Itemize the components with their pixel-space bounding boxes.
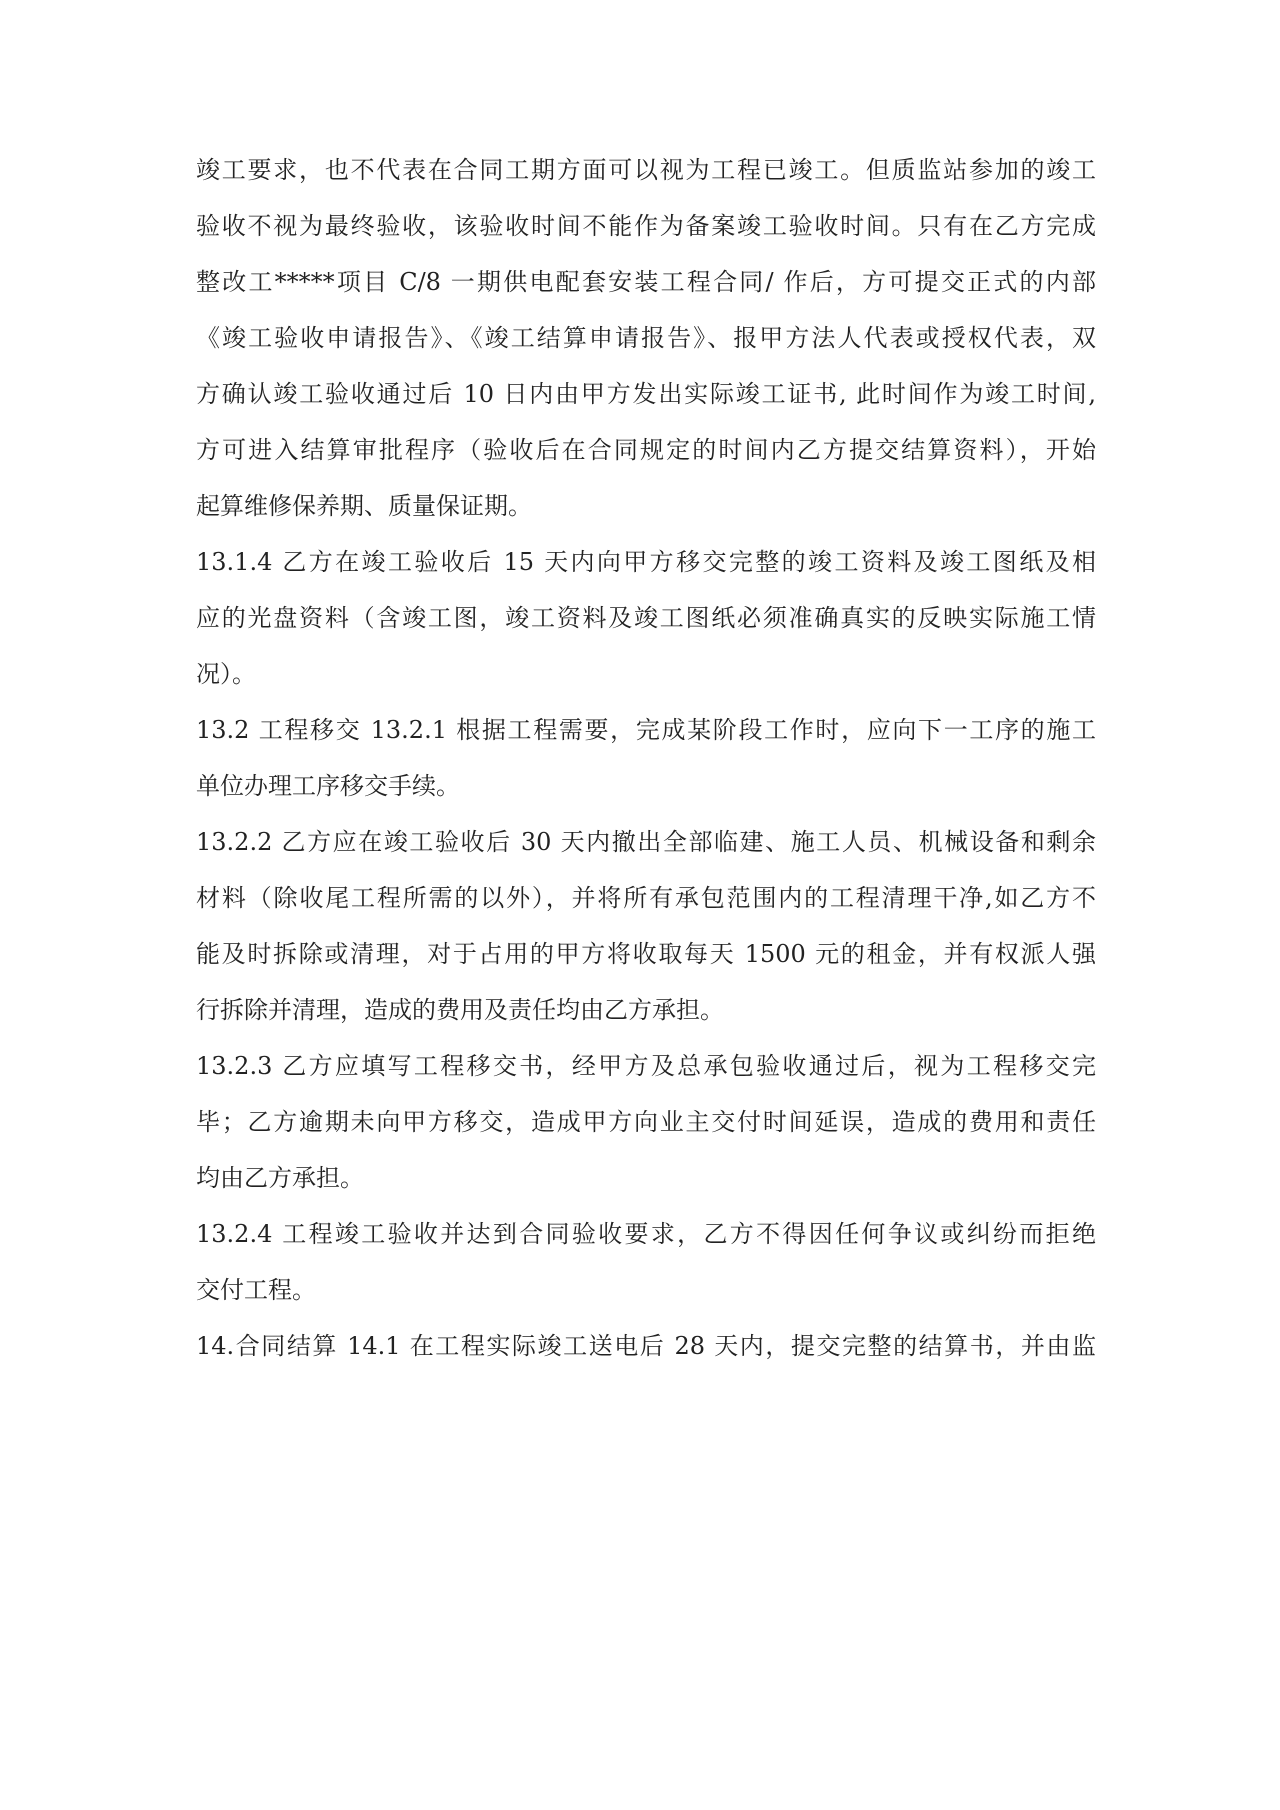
text-line: 况）。 [196,660,256,688]
text-line: 竣工要求，也不代表在合同工期方面可以视为工程已竣工。但质监站参加的竣工 [196,156,1096,184]
text-line: 单位办理工序移交手续。 [196,772,460,800]
text-line: 起算维修保养期、质量保证期。 [196,492,532,520]
text-line: 13.2.3 乙方应填写工程移交书，经甲方及总承包验收通过后，视为工程移交完 [196,1052,1096,1080]
text-line: 材料（除收尾工程所需的以外），并将所有承包范围内的工程清理干净,如乙方不 [196,884,1096,912]
text-line: 13.2.2 乙方应在竣工验收后 30 天内撤出全部临建、施工人员、机械设备和剩余 [196,828,1096,856]
text-line: 应的光盘资料（含竣工图，竣工资料及竣工图纸必须准确真实的反映实际施工情 [196,604,1096,632]
text-line: 能及时拆除或清理，对于占用的甲方将收取每天 1500 元的租金，并有权派人强 [196,940,1096,968]
text-line: 方可进入结算审批程序（验收后在合同规定的时间内乙方提交结算资料），开始 [196,436,1096,464]
text-line: 毕；乙方逾期未向甲方移交，造成甲方向业主交付时间延误，造成的费用和责任 [196,1108,1096,1136]
text-line: 13.1.4 乙方在竣工验收后 15 天内向甲方移交完整的竣工资料及竣工图纸及相 [196,548,1096,576]
text-line: 均由乙方承担。 [196,1164,364,1192]
text-line: 方确认竣工验收通过后 10 日内由甲方发出实际竣工证书, 此时间作为竣工时间, [196,380,1096,408]
text-line: 交付工程。 [196,1276,316,1304]
text-line: 14.合同结算 14.1 在工程实际竣工送电后 28 天内，提交完整的结算书，并由监 [196,1332,1096,1360]
text-line: 整改工*****项目 C/8 一期供电配套安装工程合同/ 作后，方可提交正式的内部 [196,268,1096,296]
text-line: 验收不视为最终验收，该验收时间不能作为备案竣工验收时间。只有在乙方完成 [196,212,1096,240]
text-line: 13.2.4 工程竣工验收并达到合同验收要求，乙方不得因任何争议或纠纷而拒绝 [196,1220,1096,1248]
text-line: 13.2 工程移交 13.2.1 根据工程需要，完成某阶段工作时，应向下一工序的施工 [196,716,1096,744]
text-line: 《竣工验收申请报告》、《竣工结算申请报告》、报甲方法人代表或授权代表，双 [196,324,1096,352]
text-line: 行拆除并清理，造成的费用及责任均由乙方承担。 [196,996,724,1024]
